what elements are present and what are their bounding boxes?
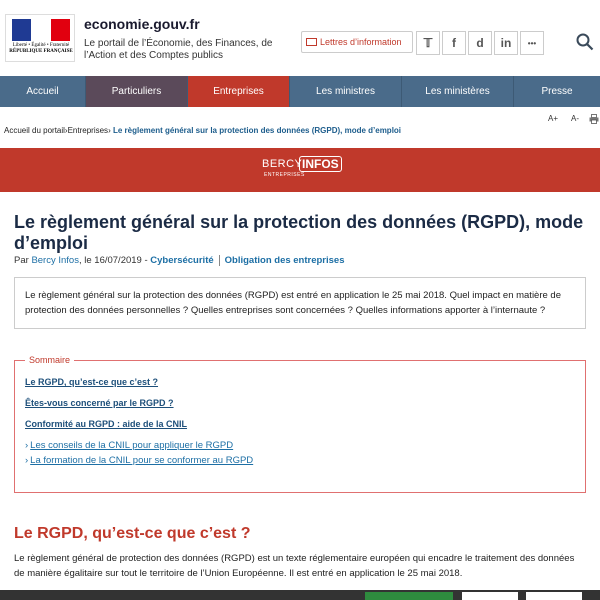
more-icon[interactable]: ••• [520, 31, 544, 55]
cookie-more-button[interactable] [462, 592, 518, 600]
site-tagline: Le portail de l’Économie, des Finances, de l’Action et des Comptes publics [84, 38, 273, 61]
republique-francaise-logo[interactable] [5, 14, 75, 62]
chevron-right-icon: › [25, 440, 29, 451]
entreprises-logo-text: ENTREPRISES [264, 172, 305, 178]
tag-obligation-entreprises[interactable]: Obligation des entreprises [224, 255, 345, 267]
author-link[interactable]: Bercy Infos [31, 255, 79, 267]
table-of-contents [14, 355, 586, 493]
envelope-icon [306, 38, 317, 46]
meta-by: Par [14, 255, 29, 267]
nav-les-ministres[interactable]: Les ministres [290, 76, 402, 107]
font-decrease-button[interactable]: A- [571, 114, 579, 123]
print-icon[interactable] [589, 114, 599, 124]
nav-accueil[interactable]: Accueil [0, 76, 86, 107]
section-heading: Le RGPD, qu’est-ce que c’est ? [14, 525, 251, 542]
french-flag-icon [12, 19, 70, 41]
toc-sublink-label: Les conseils de la CNIL pour appliquer le RGPD [30, 440, 234, 451]
linkedin-icon[interactable]: in [494, 31, 518, 55]
breadcrumb-home[interactable]: Accueil du portail [4, 126, 65, 135]
bercy-infos-logo[interactable] [262, 156, 338, 184]
nav-les-ministeres[interactable]: Les ministères [402, 76, 514, 107]
toc-link[interactable]: Êtes-vous concerné par le RGPD ? [25, 398, 174, 408]
infos-logo-text: INFOS [299, 156, 342, 172]
site-name[interactable]: economie.gouv.fr [84, 16, 200, 32]
cookie-banner [0, 590, 600, 600]
breadcrumb-current: Le règlement général sur la protection des données (RGPD), mode d’emploi [112, 126, 402, 135]
cookie-accept-button[interactable] [365, 592, 453, 600]
bercy-logo-text: BERCY [262, 158, 303, 170]
tag-cybersecurite[interactable]: Cybersécurité [150, 255, 214, 267]
newsletter-button[interactable] [301, 31, 413, 53]
logo-republique: RÉPUBLIQUE FRANÇAISE [9, 49, 73, 54]
toc-sublink[interactable] [25, 440, 233, 451]
breadcrumb-entreprises[interactable]: Entreprises [67, 126, 109, 135]
logo-text [9, 43, 73, 55]
toc-link[interactable]: Conformité au RGPD : aide de la CNIL [25, 419, 188, 429]
nav-entreprises[interactable]: Entreprises [188, 76, 290, 107]
newsletter-label: Lettres d’information [320, 37, 402, 47]
breadcrumb-separator: › [108, 126, 111, 135]
nav-presse[interactable]: Presse [541, 86, 573, 97]
dailymotion-icon[interactable]: d [468, 31, 492, 55]
tag-separator [219, 255, 220, 266]
article-meta [14, 255, 345, 266]
font-increase-button[interactable]: A+ [548, 114, 559, 123]
article-intro: Le règlement général sur la protection des données (RGPD) est entré en application le 25 mai 2018. Quel impact en matière de protection des données personnelles ? Quelles entreprises sont concernées ? Quelles informations apporter à l’internaute ? [14, 277, 586, 329]
section-paragraph: Le règlement général de protection des données (RGPD) est un texte réglementaire européen qui encadre le traitement des données de manière égalitaire sur tout le territoire de l’Union Européenne. Il est entré en application le 25 mai 2018. [14, 553, 575, 579]
logo-motto: Liberté • Égalité • Fraternité [12, 43, 70, 48]
nav-particuliers[interactable]: Particuliers [86, 76, 188, 107]
toc-link[interactable]: Le RGPD, qu’est-ce que c’est ? [25, 377, 159, 387]
site-header [0, 0, 600, 76]
page-title: Le règlement général sur la protection des données (RGPD), mode d’emploi [14, 212, 584, 253]
breadcrumb [4, 126, 401, 135]
twitter-icon[interactable]: 𝕋 [416, 31, 440, 55]
toc-heading: Sommaire [25, 355, 74, 365]
publish-date: , le 16/07/2019 - [78, 255, 148, 267]
cookie-close-button[interactable] [526, 592, 582, 600]
toc-sublink-label: La formation de la CNIL pour se conformer au RGPD [30, 455, 254, 466]
chevron-right-icon: › [25, 455, 29, 466]
search-icon[interactable] [576, 33, 594, 51]
facebook-icon[interactable]: f [442, 31, 466, 55]
toc-sublink[interactable] [25, 455, 253, 466]
main-nav [0, 76, 600, 107]
breadcrumb-separator: › [64, 126, 68, 135]
